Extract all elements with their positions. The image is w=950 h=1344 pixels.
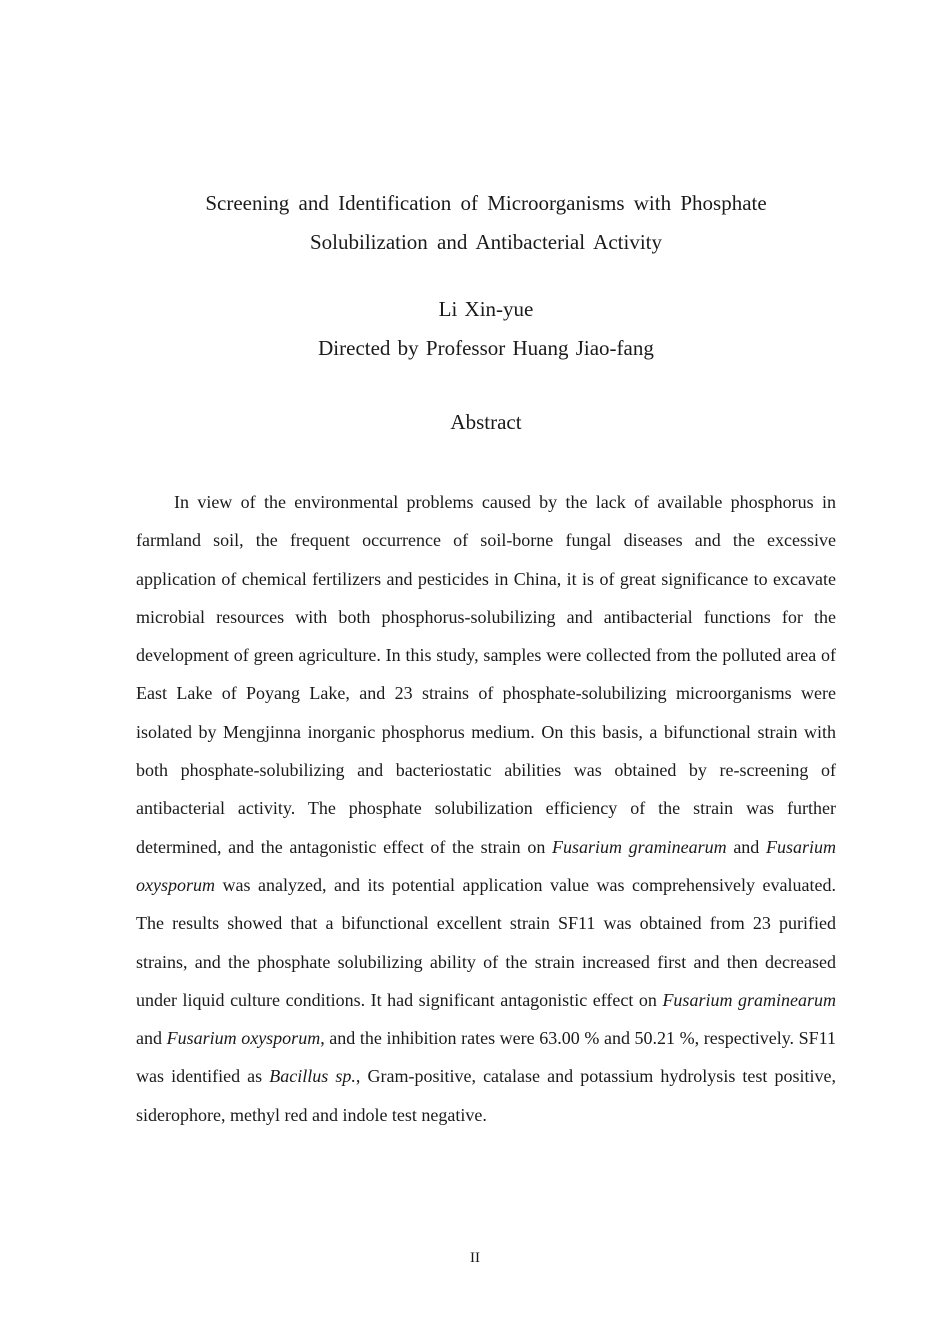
abstract-body bbox=[136, 483, 836, 1211]
abstract-segment: was analyzed, and its potential application value was comprehensively evaluated. The results showed that a bifunctional excellent strain SF11 was obtained from 23 purified strains, and the phosphate solubilizing ability of the strain increased first and then decreased under liquid culture conditions. It had significant antagonistic effect on bbox=[136, 874, 836, 1010]
abstract-segment: In view of the environmental problems caused by the lack of available phosphorus in farmland soil, the frequent occurrence of soil-borne fungal diseases and the excessive application of chemical fertilizers and pesticides in China, it is of great significance to excavate microbial resources with both phosphorus-solubilizing and antibacterial functions for the development of green agriculture. In this study, samples were collected from the polluted area of East Lake of Poyang Lake, and 23 strains of phosphate-solubilizing microorganisms were isolated by Mengjinna inorganic phosphorus medium. On this basis, a bifunctional strain with both phosphate-solubilizing and bacteriostatic abilities was obtained by re-screening of antibacterial activity. The phosphate solubilization efficiency of the strain was further determined, and the antagonistic effect of the strain on bbox=[136, 492, 836, 857]
advisor-line: Directed by Professor Huang Jiao-fang bbox=[318, 336, 654, 360]
page-number: II bbox=[470, 1250, 480, 1266]
abstract-heading: Abstract bbox=[450, 410, 522, 434]
abstract-segment: , and the inhibition rates were 63.00 % and 50.21 %, respectively. SF11 was identified as bbox=[136, 1028, 836, 1087]
abstract-species-name: Bacillus sp. bbox=[269, 1066, 356, 1087]
author-block bbox=[136, 290, 836, 368]
paper-title-line-1: Screening and Identification of Microorganisms with Phosphate bbox=[205, 191, 767, 215]
abstract-species-name: Fusarium oxysporum bbox=[136, 836, 836, 895]
abstract-segment: and bbox=[726, 836, 766, 857]
abstract-species-name: Fusarium graminearum bbox=[662, 989, 836, 1010]
paper-title-line-2: Solubilization and Antibacterial Activity bbox=[309, 230, 663, 254]
abstract-species-name: Fusarium graminearum bbox=[551, 836, 727, 857]
abstract-segment: and bbox=[136, 1028, 167, 1049]
abstract-segment: , Gram-positive, catalase and potassium hydrolysis test positive, siderophore, methyl red and indole test negative. bbox=[136, 1066, 836, 1125]
paper-title bbox=[136, 184, 836, 262]
author-name: Li Xin-yue bbox=[438, 297, 534, 321]
abstract-species-name: Fusarium oxysporum bbox=[166, 1028, 321, 1049]
